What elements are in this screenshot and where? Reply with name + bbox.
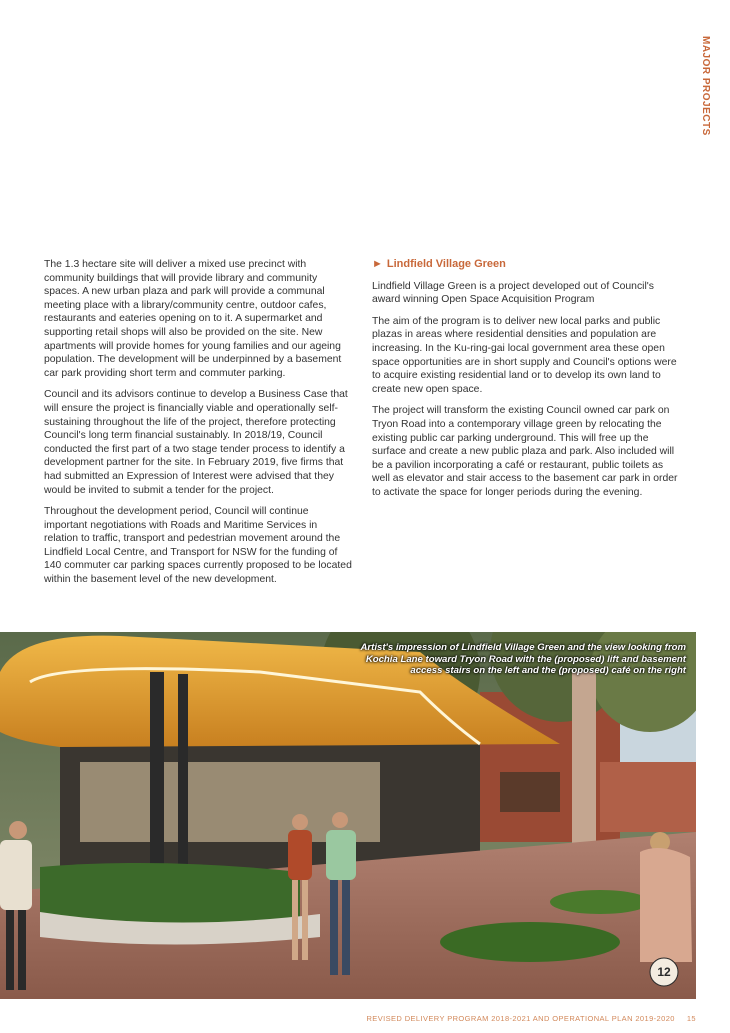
paragraph: Lindfield Village Green is a project developed out of Council's award winning Open Space Acquisition Program xyxy=(372,280,654,306)
section-heading xyxy=(372,258,682,272)
illustration xyxy=(0,632,696,999)
page-number: 15 xyxy=(686,1014,696,1023)
paragraph: Throughout the development period, Council will continue important negotiations with Roads and Maritime Services in relation to traffic, transport and pedestrian movement around the Lindfield Local Centre, and Transport for NSW for the funding of 140 commuter car parking spaces currently proposed to be located within the basement level of the new development. xyxy=(44,506,352,586)
paragraph: Council and its advisors continue to develop a Business Case that will ensure the project is financially viable and operationally self-sustaining throughout the life of the project, therefore protecting Council's long term financial sustainably. In 2018/19, Council conducted the first part of a two stage tender process to identify a development partner for the site. In February 2019, five firms that had submitted an Expression of Interest were advised that they would be invited to submit a tender for the project. xyxy=(44,389,348,496)
section-tab: MAJOR PROJECTS xyxy=(700,36,711,136)
bag-badge: 12 xyxy=(657,965,671,979)
paragraph: The 1.3 hectare site will deliver a mixed use precinct with community buildings that will provide library and community spaces. A new urban plaza and park will provide a communal meeting place with a library/community centre, outdoor cafes, restaurants and eateries opening on to it. A supermarket and supporting retail shops will also be provided on the site. New apartments will provide homes for young families and our ageing population. The development will be underpinned by a basement car park providing short term and commuter parking. xyxy=(44,259,342,379)
left-column xyxy=(44,258,354,595)
right-column xyxy=(372,258,682,508)
image-caption: Artist's impression of Lindfield Village Green and the view looking from Kochia Lane toward Tryon Road with the (proposed) lift and basement access stairs on the left and the (proposed) café on the right xyxy=(360,642,686,676)
triangle-bullet-icon: ► xyxy=(372,258,383,270)
footer-title: REVISED DELIVERY PROGRAM 2018-2021 AND OPERATIONAL PLAN 2019-2020 xyxy=(366,1014,675,1023)
heading-text: Lindfield Village Green xyxy=(386,258,506,270)
paragraph: The project will transform the existing Council owned car park on Tryon Road into a contemporary village green by relocating the existing public car parking underground. This will free up the surface and create a new public plaza and park. Also included will be a pavilion incorporating a café or restaurant, public toilets as well as elevator and stair access to the basement car park in order to activate the space for longer periods during the evening. xyxy=(372,405,678,498)
artist-impression-image xyxy=(0,632,696,999)
page-footer xyxy=(366,1014,696,1023)
paragraph: The aim of the program is to deliver new local parks and public plazas in areas where residential densities and population are increasing. In the Ku-ring-gai local government area these open space opportunities are in short supply and Council's options were to acquire existing residential land or to develop its own land to create new open space. xyxy=(372,315,677,395)
